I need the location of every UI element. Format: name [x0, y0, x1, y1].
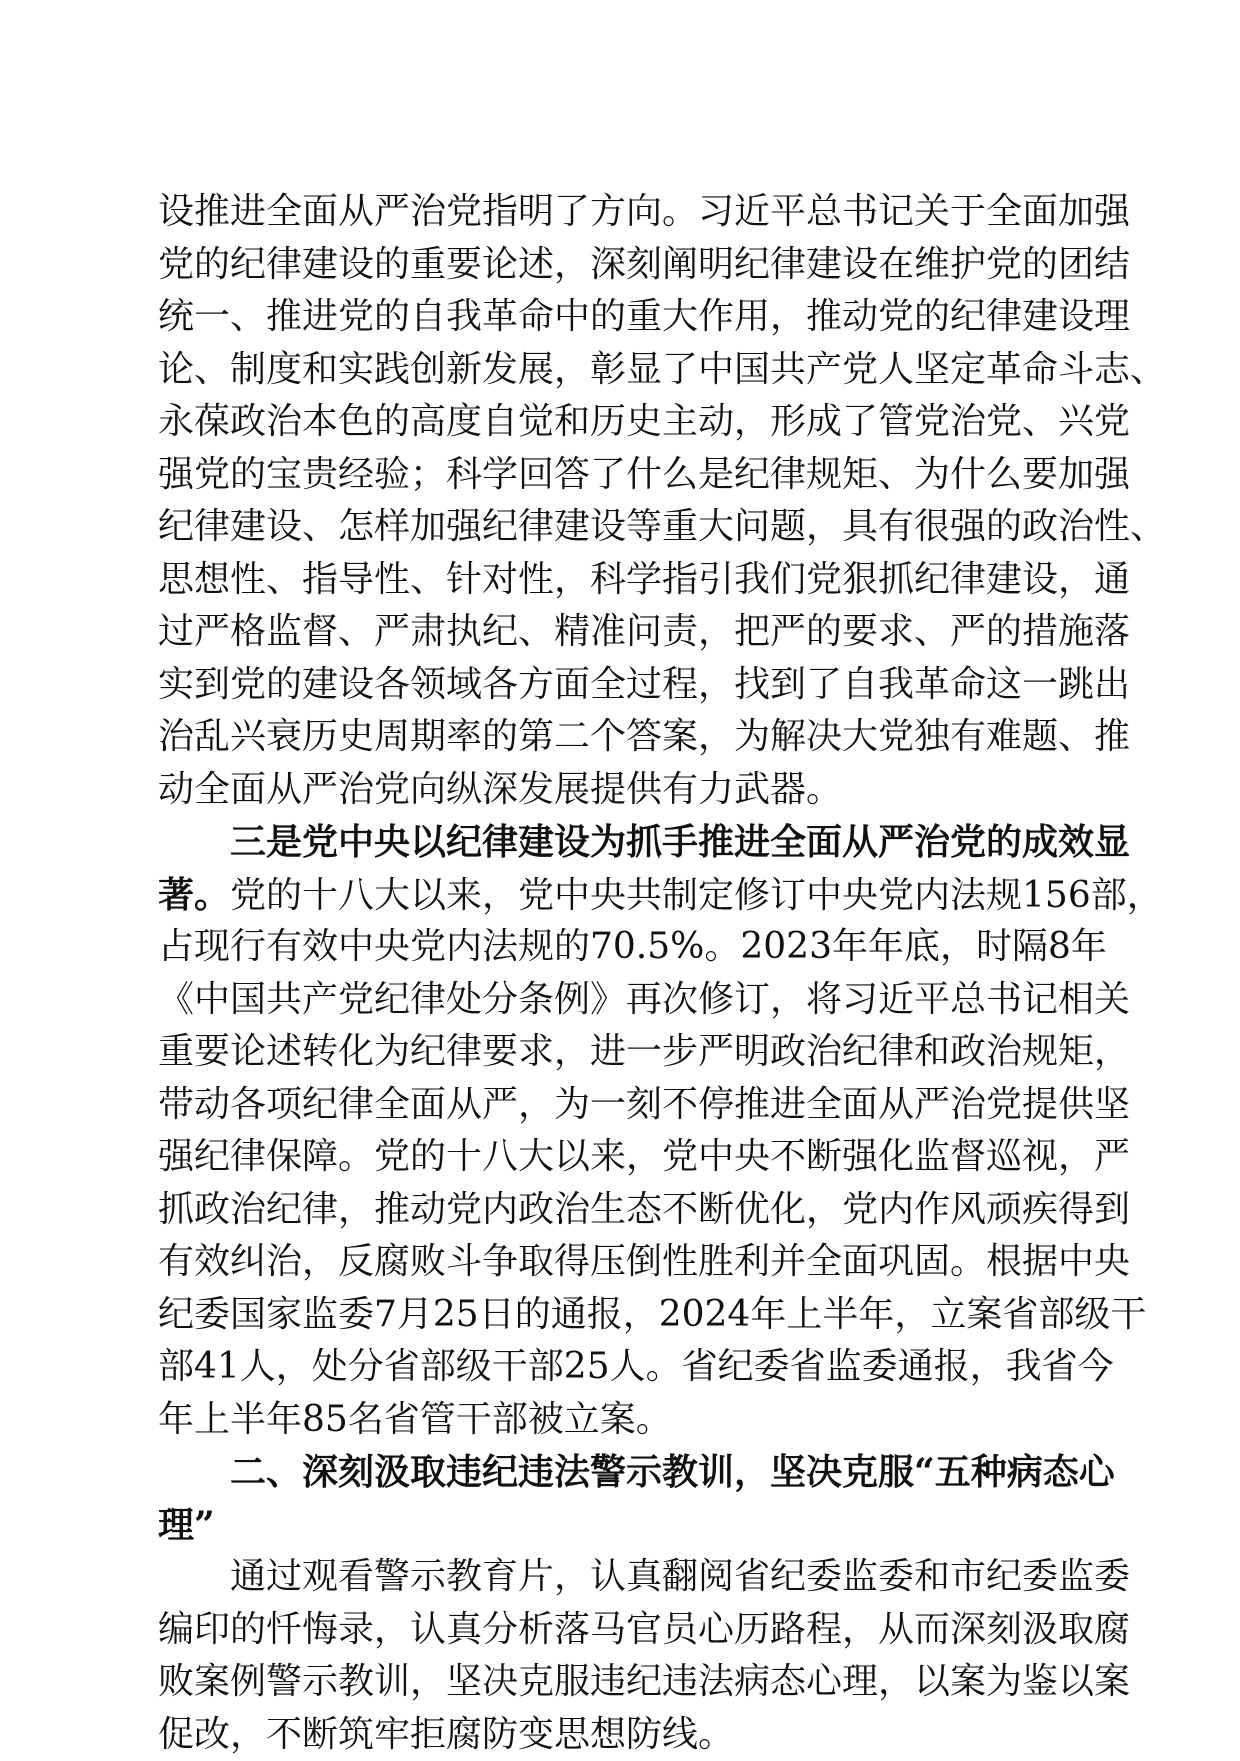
text-line: 《中国共产党纪律处分条例》再次修订，将习近平总书记相关 [158, 974, 1078, 1027]
text-line [158, 869, 1078, 922]
text-line: 实到党的建设各领域各方面全过程，找到了自我革命这一跳出 [158, 659, 1078, 712]
text-line-rest: 党的十八大以来，党中央共制定修订中央党内法规156部， [230, 875, 1163, 916]
text-line: 设推进全面从严治党指明了方向。习近平总书记关于全面加强 [158, 186, 1078, 239]
section-heading-2 [158, 1446, 1078, 1551]
text-line: 编印的忏悔录，认真分析落马官员心历路程，从而深刻汲取腐 [158, 1604, 1078, 1657]
text-line: 通过观看警示教育片，认真翻阅省纪委监委和市纪委监委 [158, 1551, 1078, 1604]
text-line: 思想性、指导性、针对性，科学指引我们党狠抓纪律建设，通 [158, 554, 1078, 607]
text-line: 强党的宝贵经验；科学回答了什么是纪律规矩、为什么要加强 [158, 449, 1078, 502]
text-line: 纪律建设、怎样加强纪律建设等重大问题，具有很强的政治性、 [158, 501, 1078, 554]
section-heading-line: 理” [158, 1499, 1078, 1552]
text-line: 过严格监督、严肃执纪、精准问责，把严的要求、严的措施落 [158, 606, 1078, 659]
document-body [158, 186, 1078, 1761]
text-line: 治乱兴衰历史周期率的第二个答案，为解决大党独有难题、推 [158, 711, 1078, 764]
paragraph-lead-sentence: 三是党中央以纪律建设为抓手推进全面从严治党的成效显 [158, 816, 1078, 869]
paragraph-2 [158, 816, 1078, 1446]
text-line: 纪委国家监委7月25日的通报，2024年上半年，立案省部级干 [158, 1289, 1078, 1342]
text-line: 论、制度和实践创新发展，彰显了中国共产党人坚定革命斗志、 [158, 344, 1078, 397]
text-line: 败案例警示教训，坚决克服违纪违法病态心理，以案为鉴以案 [158, 1656, 1078, 1709]
text-line: 党的纪律建设的重要论述，深刻阐明纪律建设在维护党的团结 [158, 239, 1078, 292]
paragraph-3 [158, 1551, 1078, 1761]
text-line: 重要论述转化为纪律要求，进一步严明政治纪律和政治规矩， [158, 1026, 1078, 1079]
section-heading-line: 二、深刻汲取违纪违法警示教训，坚决克服“五种病态心 [158, 1446, 1078, 1499]
paragraph-lead-sentence-end: 著。 [158, 874, 230, 916]
text-line: 强纪律保障。党的十八大以来，党中央不断强化监督巡视，严 [158, 1131, 1078, 1184]
text-line: 抓政治纪律，推动党内政治生态不断优化，党内作风顽疾得到 [158, 1184, 1078, 1237]
text-line: 促改，不断筑牢拒腐防变思想防线。 [158, 1709, 1078, 1761]
text-line: 占现行有效中央党内法规的70.5%。2023年年底，时隔8年 [158, 921, 1078, 974]
text-line: 永葆政治本色的高度自觉和历史主动，形成了管党治党、兴党 [158, 396, 1078, 449]
text-line: 有效纠治，反腐败斗争取得压倒性胜利并全面巩固。根据中央 [158, 1236, 1078, 1289]
text-line: 统一、推进党的自我革命中的重大作用，推动党的纪律建设理 [158, 291, 1078, 344]
text-line: 年上半年85名省管干部被立案。 [158, 1394, 1078, 1447]
paragraph-1 [158, 186, 1078, 816]
text-line: 带动各项纪律全面从严，为一刻不停推进全面从严治党提供坚 [158, 1079, 1078, 1132]
text-line: 动全面从严治党向纵深发展提供有力武器。 [158, 764, 1078, 817]
text-line: 部41人，处分省部级干部25人。省纪委省监委通报，我省今 [158, 1341, 1078, 1394]
